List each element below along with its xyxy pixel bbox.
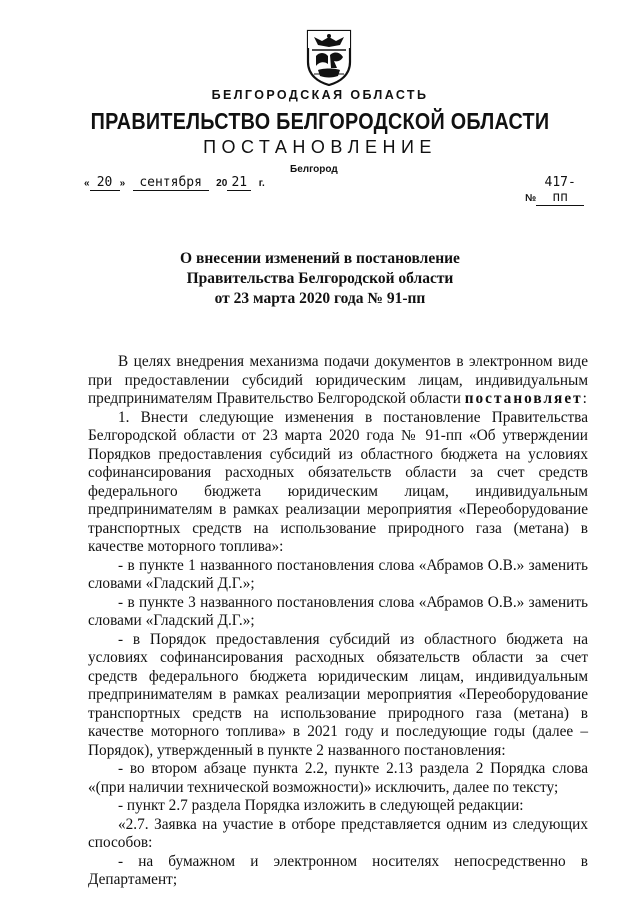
sub-item-4: - на бумажном и электронном носителях непосредственно в Департамент; (88, 852, 588, 888)
government-name: ПРАВИТЕЛЬСТВО БЕЛГОРОДСКОЙ ОБЛАСТИ (90, 108, 550, 134)
bullet-1: - в пункте 1 названного постановления слова «Абрамов О.В.» заменить словами «Гладский Д.Г.»; (88, 556, 588, 592)
date-year-unit: г. (258, 178, 265, 189)
item-1: 1. Внести следующие изменения в постановление Правительства Белгородской области от 23 марта 2020 года № 91-пп «Об утверждении Порядков предоставления субсидий из областного бюджета на условиях софинансирования расходных обязательств области за счет средств федерального бюджета юридическим лицам, индивидуальным предпринимателям в рамках реализации мероприятия «Переоборудование транспортных средств на использование природного газа (метана) в качестве моторного топлива»: (88, 408, 588, 555)
date-open-quote: « (84, 178, 90, 189)
title-line-3: от 23 марта 2020 года № 91-пп (214, 290, 426, 307)
title-line-2: Правительства Белгородской области (186, 270, 454, 287)
sub-item-2: - пункт 2.7 раздела Порядка изложить в следующей редакции: (118, 797, 524, 814)
region-name: БЕЛГОРОДСКАЯ ОБЛАСТЬ (211, 88, 429, 102)
coat-of-arms-icon (304, 28, 354, 86)
date-month: сентября (133, 175, 209, 191)
bullet-2: - в пункте 3 названного постановления слова «Абрамов О.В.» заменить словами «Гладский Д.Г.»; (88, 593, 588, 629)
intro-end: : (582, 390, 587, 407)
date-close-quote: » (119, 178, 126, 189)
intro-paragraph (88, 353, 588, 409)
bullet-3: - в Порядок предоставления субсидий из областного бюджета на условиях софинансирования расходных обязательств области за счет средств федерального бюджета юридическим лицам, индивидуальным предпринимателям в рамках реализации мероприятия «Переоборудование транспортных средств на использование природного газа (метана) в качестве моторного топлива» в 2021 году и последующие годы (далее – Порядок), утвержденный в пункте 2 названного постановления: (88, 630, 588, 759)
document-body (88, 353, 588, 890)
intro-text: В целях внедрения механизма подачи документов в электронном виде при предоставлении субсидий юридическим лицам, индивидуальным предпринимателям Правительство Белгородской области (88, 353, 588, 407)
number-value: 417-пп (536, 175, 584, 206)
document-type: ПОСТАНОВЛЕНИЕ (203, 137, 437, 157)
number-prefix: № (525, 193, 537, 204)
date-year-prefix: 20 (216, 178, 228, 189)
document-title (0, 249, 640, 309)
date-year-suffix: 21 (227, 175, 251, 191)
document-number (525, 175, 584, 206)
document-date (84, 175, 265, 191)
title-line-1: О внесении изменений в постановление (180, 250, 460, 267)
sub-item-1: - во втором абзаце пункта 2.2, пункте 2.13 раздела 2 Порядка слова «(при наличии технической возможности)» исключить, далее по тексту; (88, 760, 588, 796)
city-name: Белгород (290, 164, 338, 175)
date-day: 20 (90, 175, 120, 191)
intro-bold-word: постановляет (464, 390, 583, 407)
sub-item-3: «2.7. Заявка на участие в отборе представляется одним из следующих способов: (88, 815, 588, 851)
